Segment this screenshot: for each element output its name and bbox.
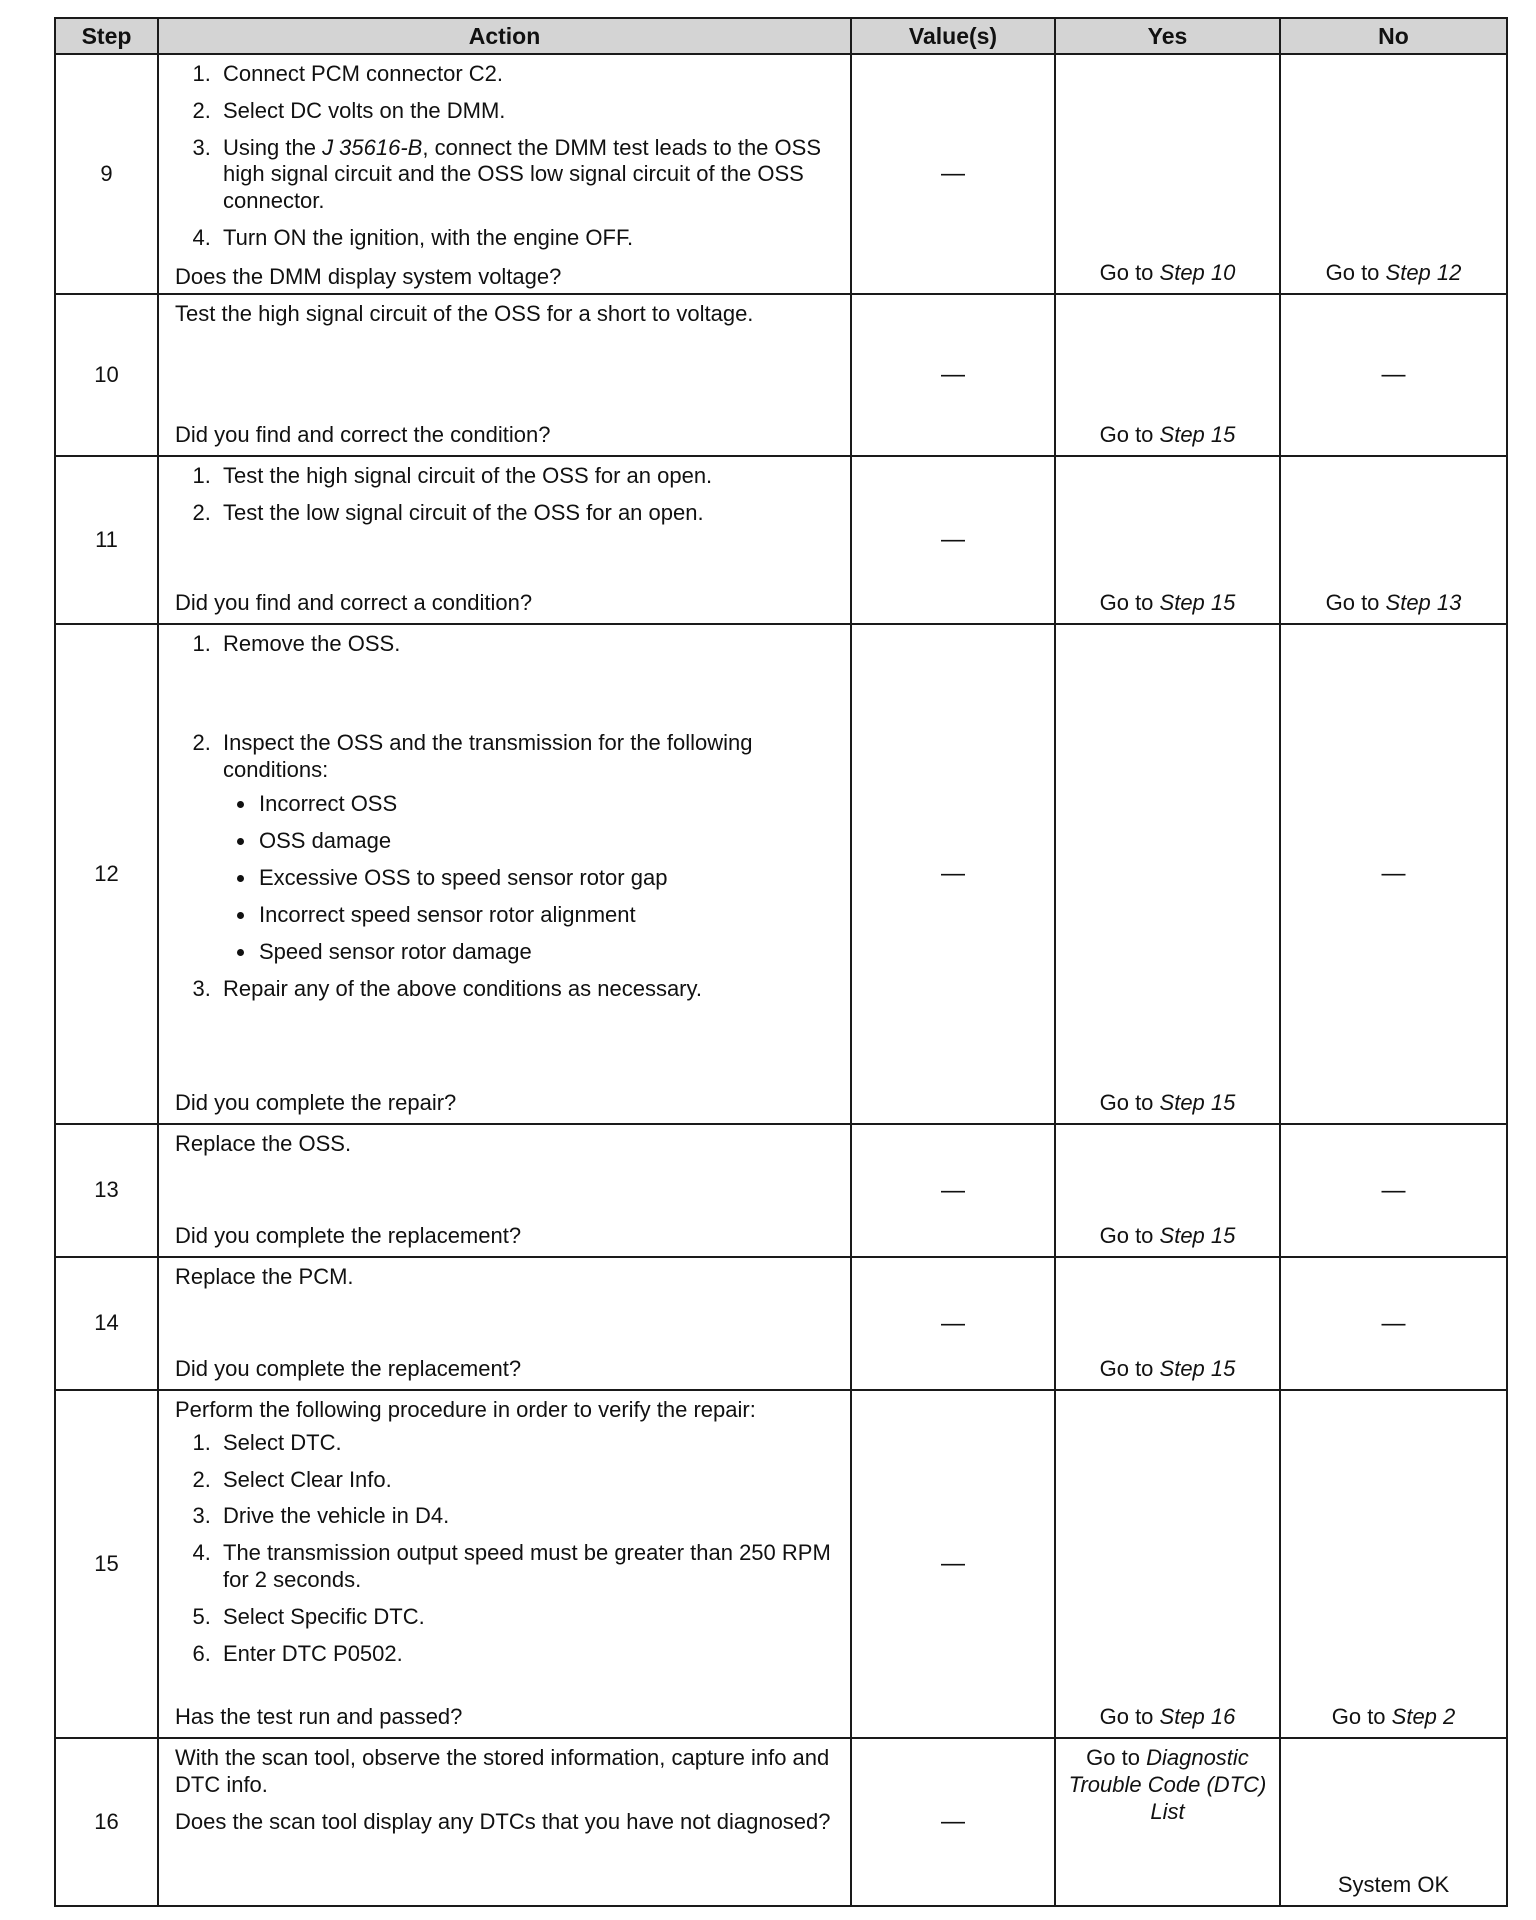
list-item: 2. Select DC volts on the DMM. xyxy=(217,98,840,125)
question-text: Has the test run and passed? xyxy=(175,1704,463,1730)
action-list xyxy=(175,463,840,537)
question-text: Did you complete the repair? xyxy=(175,1090,457,1116)
yes-prefix: Go to xyxy=(1099,1090,1160,1116)
yes-prefix: Go to xyxy=(1099,590,1160,616)
yes-action[interactable] xyxy=(1055,456,1280,624)
step-number: 9 xyxy=(55,54,158,294)
table-row-step-11 xyxy=(55,456,1507,624)
table-row-step-15 xyxy=(55,1390,1507,1738)
value-cell: — xyxy=(851,456,1055,624)
header-row xyxy=(55,18,1507,54)
list-item: 3. Drive the vehicle in D4. xyxy=(217,1503,840,1530)
bullet-item: • Excessive OSS to speed sensor rotor gap xyxy=(257,865,840,892)
table-row-step-9 xyxy=(55,54,1507,294)
no-value-cell: — xyxy=(1280,1124,1507,1257)
yes-prefix: Go to xyxy=(1099,422,1160,448)
yes-prefix: Go to xyxy=(1099,1704,1160,1730)
yes-step-link[interactable]: Step 15 xyxy=(1159,422,1236,448)
action-text: Replace the OSS. xyxy=(175,1131,352,1156)
bullet-item: • Speed sensor rotor damage xyxy=(257,939,840,966)
yes-step-link[interactable]: Step 15 xyxy=(1159,1356,1236,1382)
dtc-list-link[interactable]: Diagnostic Trouble Code (DTC) List xyxy=(1068,1745,1267,1824)
yes-action[interactable] xyxy=(1055,1124,1280,1257)
value-cell: — xyxy=(851,1257,1055,1390)
action-list xyxy=(175,631,840,1012)
yes-prefix: Go to xyxy=(1099,1356,1160,1382)
header-yes: Yes xyxy=(1055,18,1280,54)
tool-reference: J 35616-B xyxy=(322,134,423,160)
yes-step-link[interactable]: Step 15 xyxy=(1159,590,1236,616)
step-number: 15 xyxy=(55,1390,158,1738)
header-step: Step xyxy=(55,18,158,54)
no-action[interactable] xyxy=(1280,1390,1507,1738)
yes-prefix: Go to xyxy=(1086,1745,1147,1770)
step-number: 16 xyxy=(55,1738,158,1906)
step-number: 10 xyxy=(55,294,158,456)
diagnostic-table xyxy=(54,17,1508,1907)
yes-action[interactable] xyxy=(1055,1738,1280,1906)
bullet-item: • Incorrect speed sensor rotor alignment xyxy=(257,902,840,929)
list-item: 3. Repair any of the above conditions as necessary. xyxy=(217,976,840,1003)
no-action[interactable] xyxy=(1280,456,1507,624)
no-action: System OK xyxy=(1280,1738,1507,1906)
list-item: 1. Connect PCM connector C2. xyxy=(217,61,840,88)
question-text: Does the DMM display system voltage? xyxy=(175,263,562,289)
bullet-item: • OSS damage xyxy=(257,828,840,855)
value-cell: — xyxy=(851,624,1055,1124)
action-text: With the scan tool, observe the stored information, capture info and DTC info. xyxy=(175,1745,830,1797)
action-list xyxy=(175,1430,840,1668)
value-cell: — xyxy=(851,1124,1055,1257)
question-text: Does the scan tool display any DTCs that you have not diagnosed? xyxy=(175,1808,831,1834)
yes-step-link[interactable]: Step 10 xyxy=(1159,260,1236,286)
question-text: Did you complete the replacement? xyxy=(175,1223,522,1249)
yes-step-link[interactable]: Step 15 xyxy=(1159,1223,1236,1249)
table-row-step-10 xyxy=(55,294,1507,456)
list-item: 4. The transmission output speed must be greater than 250 RPM for 2 seconds. xyxy=(217,1540,840,1594)
header-no: No xyxy=(1280,18,1507,54)
action-cell xyxy=(158,1257,851,1390)
list-item: 1. Remove the OSS. xyxy=(217,631,840,658)
action-cell xyxy=(158,1390,851,1738)
value-cell: — xyxy=(851,1390,1055,1738)
yes-step-link[interactable]: Step 16 xyxy=(1159,1704,1236,1730)
list-item: 6. Enter DTC P0502. xyxy=(217,1641,840,1668)
bullet-item: • Incorrect OSS xyxy=(257,791,840,818)
yes-step-link[interactable]: Step 15 xyxy=(1159,1090,1236,1116)
step-number: 12 xyxy=(55,624,158,1124)
yes-action[interactable] xyxy=(1055,294,1280,456)
action-cell xyxy=(158,1124,851,1257)
no-step-link[interactable]: Step 13 xyxy=(1385,590,1462,616)
header-action: Action xyxy=(158,18,851,54)
yes-action[interactable] xyxy=(1055,624,1280,1124)
question-text: Did you complete the replacement? xyxy=(175,1356,522,1382)
no-action[interactable] xyxy=(1280,54,1507,294)
no-step-link[interactable]: Step 2 xyxy=(1391,1704,1456,1730)
table-row-step-13 xyxy=(55,1124,1507,1257)
action-text: Replace the PCM. xyxy=(175,1264,354,1289)
list-item xyxy=(217,730,840,966)
action-text: Perform the following procedure in order to verify the repair: xyxy=(175,1397,756,1422)
no-prefix: Go to xyxy=(1331,1704,1392,1730)
table-row-step-16 xyxy=(55,1738,1507,1906)
no-step-link[interactable]: Step 12 xyxy=(1385,260,1462,286)
yes-action[interactable] xyxy=(1055,54,1280,294)
question-text: Did you find and correct a condition? xyxy=(175,590,533,616)
list-item: 1. Select DTC. xyxy=(217,1430,840,1457)
item-text: , connect the DMM test leads to the OSS high signal circuit and the OSS low signal circuit of the OSS connector. xyxy=(223,134,821,214)
list-item: 4. Turn ON the ignition, with the engine OFF. xyxy=(217,225,840,252)
list-item: 2. Select Clear Info. xyxy=(217,1467,840,1494)
action-list xyxy=(175,61,840,262)
list-item xyxy=(217,135,840,215)
action-cell xyxy=(158,1738,851,1906)
header-values: Value(s) xyxy=(851,18,1055,54)
step-number: 11 xyxy=(55,456,158,624)
no-value-cell: — xyxy=(1280,1257,1507,1390)
action-cell xyxy=(158,54,851,294)
no-prefix: Go to xyxy=(1325,260,1386,286)
no-prefix: Go to xyxy=(1325,590,1386,616)
condition-list xyxy=(223,791,840,965)
action-text: Test the high signal circuit of the OSS for a short to voltage. xyxy=(175,301,754,326)
yes-prefix: Go to xyxy=(1099,1223,1160,1249)
table-row-step-14 xyxy=(55,1257,1507,1390)
question-text: Did you find and correct the condition? xyxy=(175,422,551,448)
yes-action[interactable] xyxy=(1055,1257,1280,1390)
no-value-cell: — xyxy=(1280,294,1507,456)
list-item: 1. Test the high signal circuit of the OSS for an open. xyxy=(217,463,840,490)
value-cell: — xyxy=(851,1738,1055,1906)
list-item: 2. Test the low signal circuit of the OSS for an open. xyxy=(217,500,840,527)
value-cell: — xyxy=(851,54,1055,294)
value-cell: — xyxy=(851,294,1055,456)
step-number: 13 xyxy=(55,1124,158,1257)
no-value-cell: — xyxy=(1280,624,1507,1124)
action-cell xyxy=(158,456,851,624)
item-text: Inspect the OSS and the transmission for the following conditions: xyxy=(223,729,753,782)
list-item: 5. Select Specific DTC. xyxy=(217,1604,840,1631)
action-cell xyxy=(158,294,851,456)
table-row-step-12 xyxy=(55,624,1507,1124)
yes-prefix: Go to xyxy=(1099,260,1160,286)
action-cell xyxy=(158,624,851,1124)
step-number: 14 xyxy=(55,1257,158,1390)
item-text: Using the xyxy=(223,134,323,160)
yes-action[interactable] xyxy=(1055,1390,1280,1738)
